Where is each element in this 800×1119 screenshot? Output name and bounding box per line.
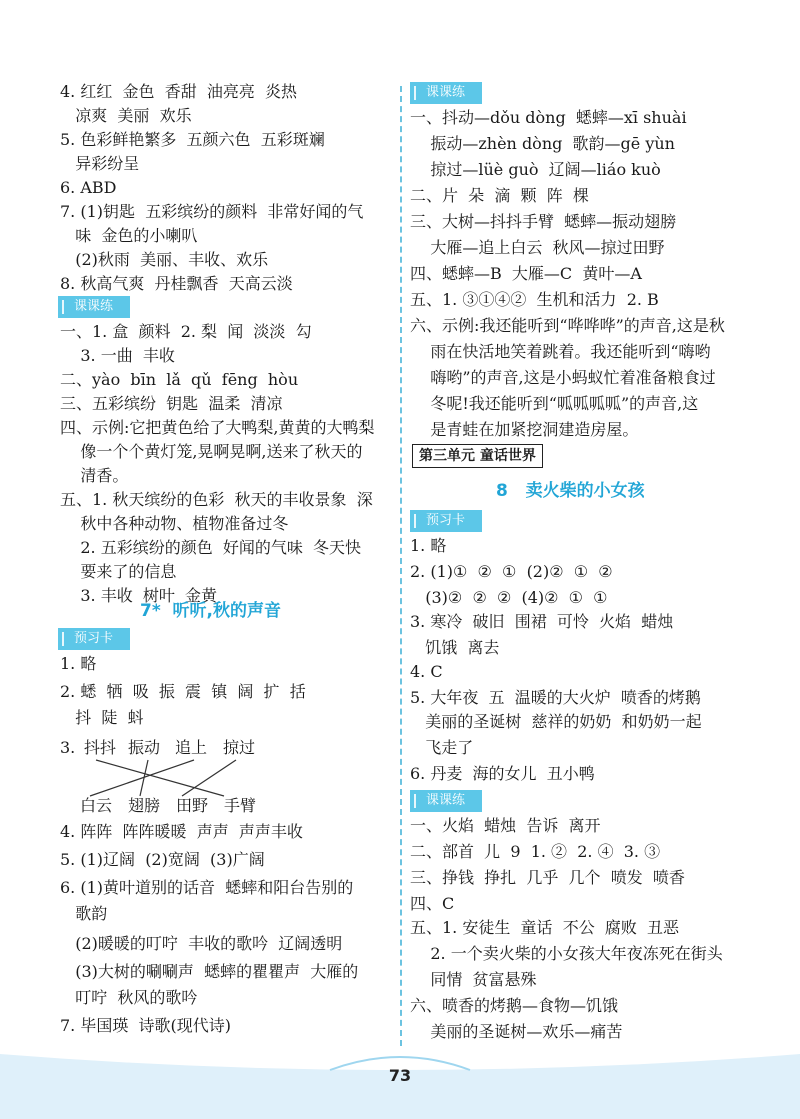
- match-line: [182, 760, 236, 796]
- answer-line: 6. 丹麦 海的女儿 丑小鸭: [410, 764, 595, 783]
- answer-line: (3)大树的唰唰声 蟋蟀的瞿瞿声 大雁的: [60, 962, 359, 981]
- answer-line: 美丽的圣诞树 慈祥的奶奶 和奶奶一起: [410, 712, 702, 731]
- answer-line: 振动—zhèn dòng 歌韵—gē yùn: [410, 134, 675, 153]
- answer-line: 冬呢!我还能听到“呱呱呱呱”的声音,这: [410, 394, 699, 413]
- match-top-item: 掠过: [223, 738, 256, 757]
- answer-line: (3)② ② ② (4)② ① ①: [410, 588, 608, 607]
- page-number: 73: [388, 1066, 412, 1085]
- practice-tag: 课课练: [410, 82, 482, 104]
- answer-line: 二、yào bīn lǎ qǔ fēng hòu: [60, 370, 299, 389]
- answer-line: 歌韵: [60, 904, 108, 923]
- answer-line: 二、部首 儿 9 1. ② 2. ④ 3. ③: [410, 842, 661, 861]
- match-bottom-item: 田野: [176, 796, 209, 815]
- answer-line: 3. 一曲 丰收: [60, 346, 175, 365]
- preview-tag: 预习卡: [410, 510, 482, 532]
- answer-line: 4. 红红 金色 香甜 油亮亮 炎热: [60, 82, 298, 101]
- answer-line: 8. 秋高气爽 丹桂飘香 天高云淡: [60, 274, 293, 293]
- answer-line: 四、示例:它把黄色给了大鸭梨,黄黄的大鸭梨: [60, 418, 375, 437]
- answer-line: 六、喷香的烤鹅—食物—饥饿: [410, 996, 619, 1015]
- answer-line: 掠过—lüè guò 辽阔—liáo kuò: [410, 160, 661, 179]
- answer-line: 四、蟋蟀—B 大雁—C 黄叶—A: [410, 264, 642, 283]
- answer-line: 2. 一个卖火柴的小女孩大年夜冻死在街头: [410, 944, 723, 963]
- match-line: [90, 760, 194, 796]
- answer-line: 7. 毕国瑛 诗歌(现代诗): [60, 1016, 232, 1035]
- answer-line: 四、C: [410, 894, 455, 913]
- answer-line: 二、片 朵 滴 颗 阵 棵: [410, 186, 589, 205]
- column-divider: [400, 86, 402, 1046]
- preview-tag: 预习卡: [58, 628, 130, 650]
- answer-line: 抖 陡 蚪: [60, 708, 144, 727]
- answer-line: 叮咛 秋风的歌吟: [60, 988, 198, 1007]
- answer-line: 1. 略: [410, 536, 447, 555]
- answer-line: 4. C: [410, 662, 443, 681]
- unit-title: 第三单元 童话世界: [412, 444, 543, 468]
- answer-line: 飞走了: [410, 738, 474, 757]
- answer-line: 5. 大年夜 五 温暖的大火炉 喷香的烤鹅: [410, 688, 701, 707]
- answer-line: 6. ABD: [60, 178, 117, 197]
- match-top-item: 振动: [128, 738, 161, 757]
- answer-line: 像一个个黄灯笼,晃啊晃啊,送来了秋天的: [60, 442, 363, 461]
- answer-line: 味 金色的小喇叭: [60, 226, 198, 245]
- lesson-title: 8 卖火柴的小女孩: [496, 481, 645, 501]
- answer-line: 3. 丰收 树叶 金黄: [60, 586, 218, 605]
- match-bottom-item: 翅膀: [128, 796, 161, 815]
- matching-lines: [86, 758, 256, 800]
- match-bottom-item: 手臂: [224, 796, 257, 815]
- match-line: [96, 760, 224, 796]
- match-top-item: 抖抖: [84, 738, 117, 757]
- answer-line: (2)暖暖的叮咛 丰收的歌吟 辽阔透明: [60, 934, 343, 953]
- answer-line: 一、抖动—dǒu dòng 蟋蟀—xī shuài: [410, 108, 687, 127]
- answer-line: 清香。: [60, 466, 129, 485]
- answer-line: 六、示例:我还能听到“哗哗哗”的声音,这是秋: [410, 316, 725, 335]
- answer-line: 5. (1)辽阔 (2)宽阔 (3)广阔: [60, 850, 265, 869]
- answer-line: 嗨哟”的声音,这是小蚂蚁忙着准备粮食过: [410, 368, 716, 387]
- answer-line: 异彩纷呈: [60, 154, 140, 173]
- lesson-title: 7* 听听,秋的声音: [140, 601, 282, 621]
- answer-line: 大雁—追上白云 秋风—掠过田野: [410, 238, 665, 257]
- answer-line: 三、挣钱 挣扎 几乎 几个 喷发 喷香: [410, 868, 685, 887]
- answer-line: 4. 阵阵 阵阵暖暖 声声 声声丰收: [60, 822, 303, 841]
- answer-line: 凉爽 美丽 欢乐: [60, 106, 192, 125]
- answer-line: 五、1. 安徒生 童话 不公 腐败 丑恶: [410, 918, 680, 937]
- answer-line: 3. 寒冷 破旧 围裙 可怜 火焰 蜡烛: [410, 612, 674, 631]
- answer-line: 五、1. 秋天缤纷的色彩 秋天的丰收景象 深: [60, 490, 373, 509]
- answer-line: 一、火焰 蜡烛 告诉 离开: [410, 816, 601, 835]
- answer-line: 美丽的圣诞树—欢乐—痛苦: [410, 1022, 623, 1041]
- answer-line: 要来了的信息: [60, 562, 177, 581]
- answer-line: 7. (1)钥匙 五彩缤纷的颜料 非常好闻的气: [60, 202, 364, 221]
- answer-line: 三、五彩缤纷 钥匙 温柔 清凉: [60, 394, 283, 413]
- answer-line: (2)秋雨 美丽、丰收、欢乐: [60, 250, 269, 269]
- answer-line: 是青蛙在加紧挖洞建造房屋。: [410, 420, 639, 439]
- answer-line: 饥饿 离去: [410, 638, 500, 657]
- answer-line: 6. (1)黄叶道别的话音 蟋蟀和阳台告别的: [60, 878, 354, 897]
- answer-line: 2. 蟋 牺 吸 振 震 镇 阔 扩 括: [60, 682, 306, 701]
- answer-line: 2. 五彩缤纷的颜色 好闻的气味 冬天快: [60, 538, 362, 557]
- answer-line: 五、1. ③①④② 生机和活力 2. B: [410, 290, 659, 309]
- match-label: 3.: [60, 738, 76, 757]
- answer-line: 同情 贫富悬殊: [410, 970, 537, 989]
- match-top-item: 追上: [175, 738, 208, 757]
- match-bottom-item: 白云: [80, 796, 113, 815]
- answer-line: 雨在快活地笑着跳着。我还能听到“嗨哟: [410, 342, 711, 361]
- answer-line: 2. (1)① ② ① (2)② ① ②: [410, 562, 613, 581]
- answer-line: 一、1. 盒 颜料 2. 梨 闻 淡淡 勾: [60, 322, 312, 341]
- practice-tag: 课课练: [410, 790, 482, 812]
- practice-tag: 课课练: [58, 296, 130, 318]
- answer-line: 三、大树—抖抖手臂 蟋蟀—振动翅膀: [410, 212, 677, 231]
- answer-line: 1. 略: [60, 654, 97, 673]
- answer-line: 5. 色彩鲜艳繁多 五颜六色 五彩斑斓: [60, 130, 325, 149]
- answer-line: 秋中各种动物、植物准备过冬: [60, 514, 289, 533]
